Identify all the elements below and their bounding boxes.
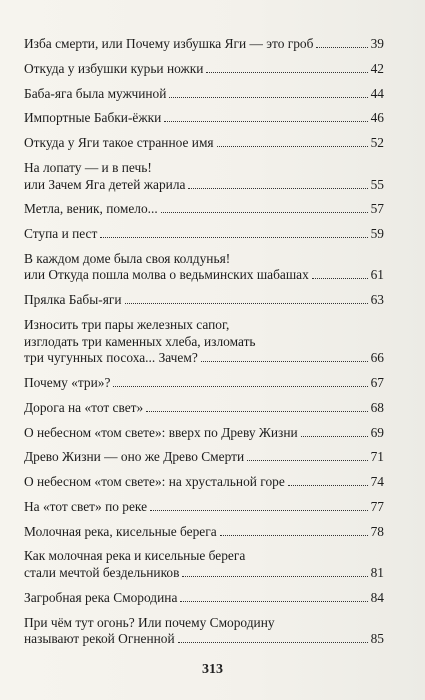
toc-entry (24, 524, 384, 541)
toc-entry-title: Древо Жизни — оно же Древо Смерти (24, 449, 245, 465)
toc-entry (24, 61, 384, 78)
toc-entry-page: 57 (370, 201, 384, 217)
toc-entry-line (24, 201, 384, 218)
toc-entry-title: Баба-яга была мужчиной (24, 85, 167, 101)
toc-entry-line (24, 350, 384, 367)
toc-entry (24, 110, 384, 127)
toc-entry-page: 81 (370, 565, 384, 581)
toc-entry-page: 84 (370, 589, 384, 605)
toc-entry-title: Прялка Бабы-яги (24, 292, 122, 308)
toc-entry-title: стали мечтой бездельников (24, 565, 180, 581)
toc-entry-page: 59 (370, 226, 384, 242)
toc-entry (24, 449, 384, 466)
toc-entry-page: 61 (370, 267, 384, 283)
toc-entry-title: В каждом доме была своя колдунья! (24, 250, 231, 266)
toc-entry-line (24, 135, 384, 152)
toc-entry-title: Почему «три»? (24, 374, 111, 390)
toc-entry (24, 474, 384, 491)
toc-entry-line (24, 375, 384, 392)
dot-leader (316, 47, 367, 48)
toc-entry-title: Метла, веник, помело... (24, 201, 158, 217)
toc-entry (24, 499, 384, 516)
toc-entry-title: На «тот свет» по реке (24, 498, 148, 514)
dot-leader (125, 303, 368, 304)
dot-leader (164, 121, 367, 122)
dot-leader (178, 642, 368, 643)
toc-entry-title: или Зачем Яга детей жарила (24, 176, 186, 192)
dot-leader (150, 510, 368, 511)
toc-entry (24, 160, 384, 193)
dot-leader (301, 436, 368, 437)
toc-entry-line (24, 400, 384, 417)
dot-leader (100, 237, 367, 238)
toc-entry-line (24, 524, 384, 541)
toc-entry-title: При чём тут огонь? Или почему Смородину (24, 614, 275, 630)
toc-entry-page: 44 (370, 85, 384, 101)
toc-entry (24, 135, 384, 152)
toc-entry (24, 251, 384, 284)
toc-entry (24, 292, 384, 309)
toc-entry-page: 78 (370, 523, 384, 539)
dot-leader (217, 146, 368, 147)
toc-entry (24, 36, 384, 53)
toc-entry-title: Откуда у Яги такое странное имя (24, 135, 214, 151)
toc-entry-line (24, 267, 384, 284)
toc-entry (24, 400, 384, 417)
dot-leader (182, 576, 367, 577)
dot-leader (180, 601, 367, 602)
toc-entry-title: Откуда у избушки курьи ножки (24, 60, 204, 76)
toc-entry-title: Загробная река Смородина (24, 589, 178, 605)
toc-entry-title: Молочная река, кисельные берега (24, 523, 217, 539)
dot-leader (288, 485, 368, 486)
toc-entry (24, 226, 384, 243)
toc-entry-title: или Откуда пошла молва о ведьминских шабашах (24, 267, 309, 283)
table-of-contents (24, 36, 384, 656)
toc-entry-line (24, 590, 384, 607)
toc-entry-line (24, 565, 384, 582)
dot-leader (201, 361, 368, 362)
toc-entry-title: Как молочная река и кисельные берега (24, 548, 246, 564)
dot-leader (247, 460, 367, 461)
toc-entry-page: 42 (370, 60, 384, 76)
toc-entry (24, 86, 384, 103)
toc-entry (24, 425, 384, 442)
toc-entry-page: 63 (370, 292, 384, 308)
dot-leader (113, 386, 367, 387)
toc-entry-line (24, 474, 384, 491)
toc-entry-line (24, 499, 384, 516)
dot-leader (161, 212, 368, 213)
dot-leader (146, 411, 367, 412)
toc-entry (24, 317, 384, 367)
toc-entry-line (24, 160, 384, 177)
page-number: 313 (202, 662, 223, 677)
toc-entry (24, 548, 384, 581)
toc-entry-title: О небесном «том свете»: вверх по Древу Жизни (24, 424, 298, 440)
toc-entry-page: 39 (370, 36, 384, 51)
toc-entry (24, 590, 384, 607)
toc-entry-page: 77 (370, 498, 384, 514)
toc-entry-title: три чугунных посоха... Зачем? (24, 350, 198, 366)
toc-entry-page: 74 (370, 474, 384, 490)
toc-entry-line (24, 317, 384, 334)
toc-entry-page: 52 (370, 135, 384, 151)
toc-entry-line (24, 425, 384, 442)
toc-entry-title: Износить три пары железных сапог, (24, 317, 230, 332)
dot-leader (220, 535, 368, 536)
toc-entry-line (24, 86, 384, 103)
toc-entry (24, 201, 384, 218)
toc-entry-line (24, 548, 384, 565)
toc-entry-page: 85 (370, 631, 384, 647)
toc-entry-line (24, 177, 384, 194)
toc-entry-line (24, 631, 384, 648)
toc-entry-page: 68 (370, 399, 384, 415)
dot-leader (188, 188, 367, 189)
toc-entry-page: 67 (370, 374, 384, 390)
toc-entry-line (24, 449, 384, 466)
toc-entry-title: На лопату — и в печь! (24, 159, 152, 175)
toc-entry-page: 46 (370, 110, 384, 126)
toc-entry-title: Дорога на «тот свет» (24, 399, 144, 415)
toc-entry-title: изглодать три каменных хлеба, изломать (24, 333, 256, 349)
toc-entry-title: О небесном «том свете»: на хрустальной горе (24, 474, 285, 490)
toc-entry-line (24, 292, 384, 309)
toc-entry-line (24, 61, 384, 78)
toc-entry-title: называют рекой Огненной (24, 631, 175, 647)
toc-entry-page: 66 (370, 350, 384, 366)
toc-entry-title: Ступа и пест (24, 226, 98, 242)
toc-entry-line (24, 110, 384, 127)
toc-entry-page: 71 (370, 449, 384, 465)
toc-entry-line (24, 251, 384, 268)
dot-leader (169, 97, 367, 98)
toc-entry (24, 615, 384, 648)
toc-entry-title: Импортные Бабки-ёжки (24, 110, 162, 126)
toc-entry-title: Изба смерти, или Почему избушка Яги — это гроб (24, 36, 314, 51)
toc-entry-line (24, 615, 384, 632)
dot-leader (206, 72, 367, 73)
toc-entry (24, 375, 384, 392)
toc-entry-page: 55 (370, 176, 384, 192)
dot-leader (312, 278, 368, 279)
toc-entry-line (24, 36, 384, 53)
toc-entry-page: 69 (370, 424, 384, 440)
toc-entry-line (24, 226, 384, 243)
toc-entry-line (24, 334, 384, 351)
